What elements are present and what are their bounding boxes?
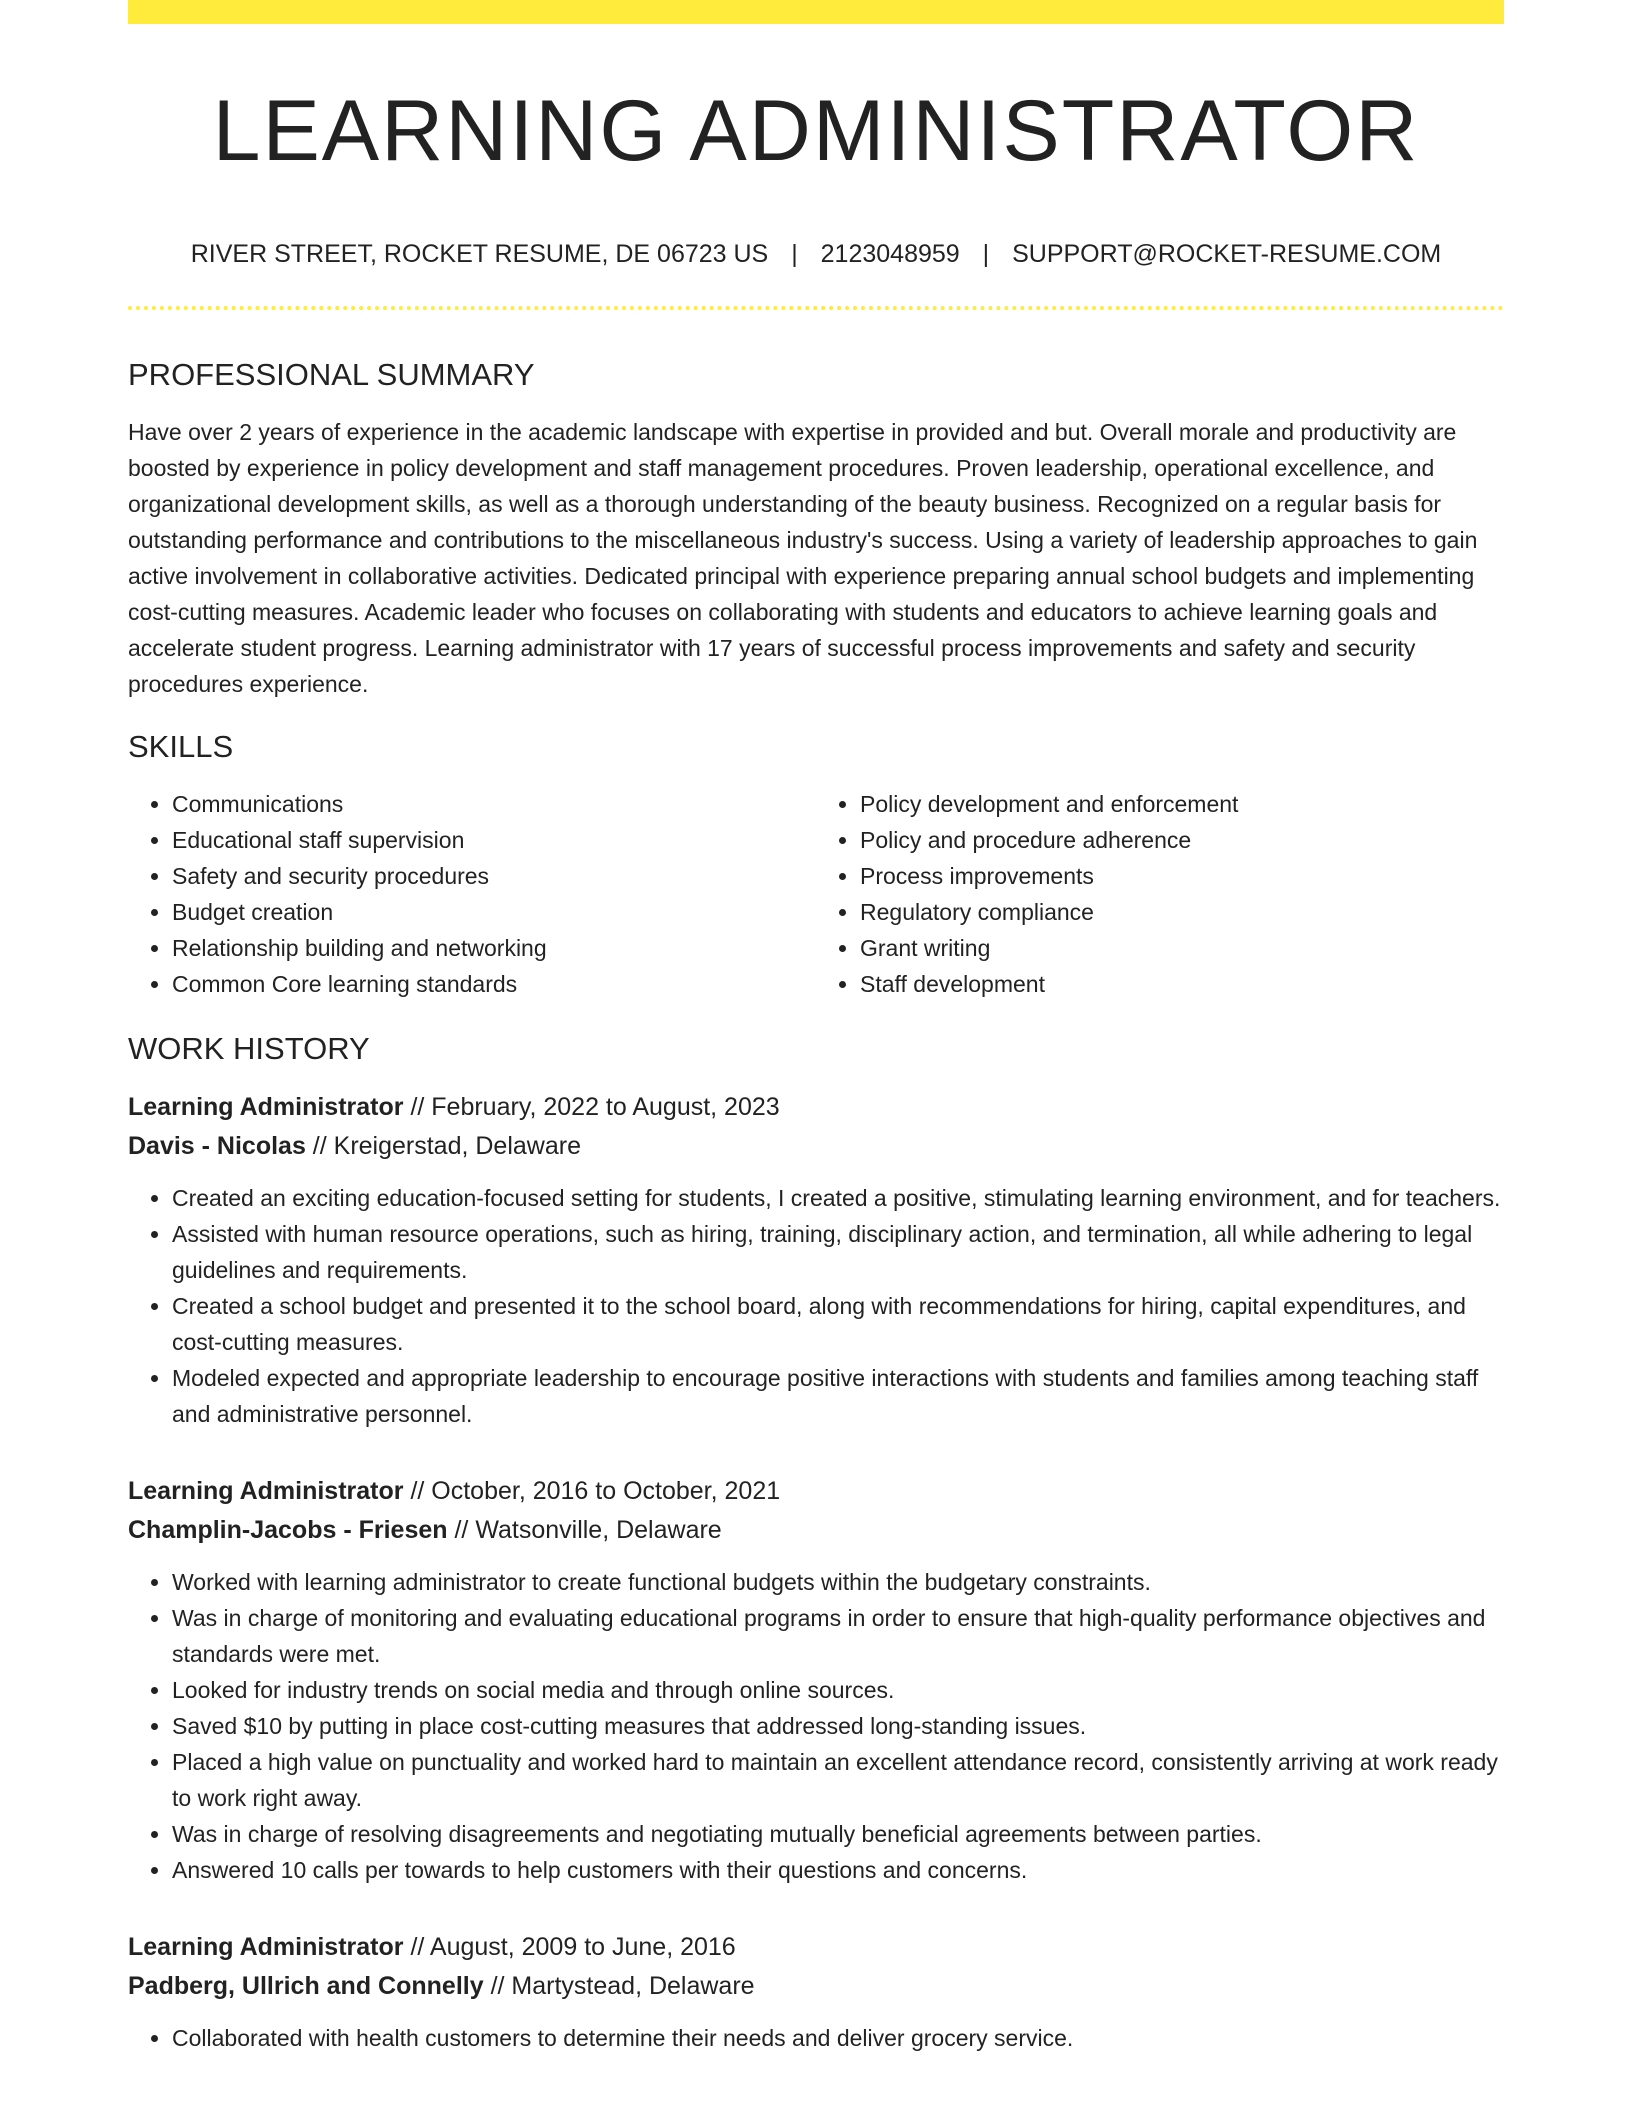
duty-item: • Collaborated with health customers to determine their needs and deliver grocery service. (172, 2020, 1504, 2056)
job-entry (128, 1088, 1504, 1432)
job-role-line (128, 1928, 1504, 1967)
duty-item: • Created an exciting education-focused setting for students, I created a positive, stimulating learning environment, and for teachers. (172, 1180, 1504, 1216)
duty-item: • Was in charge of resolving disagreements and negotiating mutually beneficial agreements between parties. (172, 1816, 1504, 1852)
skill-item: • Educational staff supervision (172, 822, 816, 858)
job-duties (128, 1180, 1504, 1432)
duty-item: • Assisted with human resource operations, such as hiring, training, disciplinary action, and termination, all while adhering to legal guidelines and requirements. (172, 1216, 1504, 1288)
accent-top-bar (128, 0, 1504, 24)
skills-right-list (816, 786, 1504, 1002)
contact-phone: 2123048959 (820, 240, 960, 268)
contact-separator: | (791, 240, 798, 268)
skill-item: • Common Core learning standards (172, 966, 816, 1002)
skill-item: • Process improvements (860, 858, 1504, 894)
skills-title: SKILLS (128, 729, 234, 764)
job-entry (128, 1472, 1504, 1888)
summary-text: Have over 2 years of experience in the academic landscape with expertise in provided and but. Overall morale and productivity are boosted by experience in policy development and staff management procedures. Proven leadership, operational excellence, and organizational development skills, as well as a thorough understanding of the beauty business. Recognized on a regular basis for outstanding performance and contributions to the miscellaneous industry's success. Using a variety of leadership approaches to gain active involvement in collaborative activities. Dedicated principal with experience preparing annual school budgets and implementing cost-cutting measures. Academic leader who focuses on collaborating with students and educators to achieve learning goals and accelerate student progress. Learning administrator with 17 years of successful process improvements and safety and security procedures experience. (128, 419, 1478, 697)
job-company: Champlin-Jacobs - Friesen (128, 1516, 448, 1544)
job-dates: // August, 2009 to June, 2016 (403, 1933, 736, 1961)
duty-item: • Looked for industry trends on social media and through online sources. (172, 1672, 1504, 1708)
job-role-line (128, 1088, 1504, 1127)
job-company: Davis - Nicolas (128, 1132, 306, 1160)
contact-separator: | (982, 240, 990, 268)
skill-item: • Regulatory compliance (860, 894, 1504, 930)
skills-columns (128, 786, 1504, 1002)
job-location: // Watsonville, Delaware (447, 1516, 722, 1544)
job-company: Padberg, Ullrich and Connelly (128, 1972, 484, 2000)
duty-item: • Saved $10 by putting in place cost-cutting measures that addressed long-standing issues. (172, 1708, 1504, 1744)
job-role: Learning Administrator (128, 1093, 404, 1121)
job-company-line (128, 1511, 1504, 1550)
summary-title: PROFESSIONAL SUMMARY (128, 357, 535, 392)
job-location: // Martystead, Delaware (483, 1972, 755, 2000)
duty-item: • Was in charge of monitoring and evaluating educational programs in order to ensure that high-quality performance objectives and standards were met. (172, 1600, 1504, 1672)
skill-item: • Budget creation (172, 894, 816, 930)
contact-email: SUPPORT@ROCKET-RESUME.COM (1012, 240, 1442, 268)
skills-left-list (128, 786, 816, 1002)
job-dates: // February, 2022 to August, 2023 (403, 1093, 780, 1121)
work-history-title: WORK HISTORY (128, 1031, 370, 1066)
job-role: Learning Administrator (128, 1477, 404, 1505)
job-duties (128, 1564, 1504, 1888)
skill-item: • Relationship building and networking (172, 930, 816, 966)
job-company-line (128, 1967, 1504, 2006)
job-duties (128, 2020, 1504, 2056)
job-location: // Kreigerstad, Delaware (305, 1132, 581, 1160)
skill-item: • Safety and security procedures (172, 858, 816, 894)
contact-line (128, 236, 1504, 272)
job-dates: // October, 2016 to October, 2021 (403, 1477, 781, 1505)
duty-item: • Modeled expected and appropriate leadership to encourage positive interactions with students and families among teaching staff and administrative personnel. (172, 1360, 1504, 1432)
duty-item: • Created a school budget and presented it to the school board, along with recommendations for hiring, capital expenditures, and cost-cutting measures. (172, 1288, 1504, 1360)
skill-item: • Communications (172, 786, 816, 822)
contact-address: RIVER STREET, ROCKET RESUME, DE 06723 US (190, 240, 769, 268)
duty-item: • Worked with learning administrator to create functional budgets within the budgetary constraints. (172, 1564, 1504, 1600)
job-entry (128, 1928, 1504, 2056)
resume-content (128, 350, 1504, 2056)
skill-item: • Policy and procedure adherence (860, 822, 1504, 858)
job-role: Learning Administrator (128, 1933, 404, 1961)
job-company-line (128, 1127, 1504, 1166)
skill-item: • Policy development and enforcement (860, 786, 1504, 822)
skill-item: • Grant writing (860, 930, 1504, 966)
resume-name: LEARNING ADMINISTRATOR (212, 83, 1420, 179)
duty-item: • Answered 10 calls per towards to help customers with their questions and concerns. (172, 1852, 1504, 1888)
job-role-line (128, 1472, 1504, 1511)
duty-item: • Placed a high value on punctuality and worked hard to maintain an excellent attendance record, consistently arriving at work ready to work right away. (172, 1744, 1504, 1816)
dotted-divider (128, 306, 1504, 310)
skill-item: • Staff development (860, 966, 1504, 1002)
